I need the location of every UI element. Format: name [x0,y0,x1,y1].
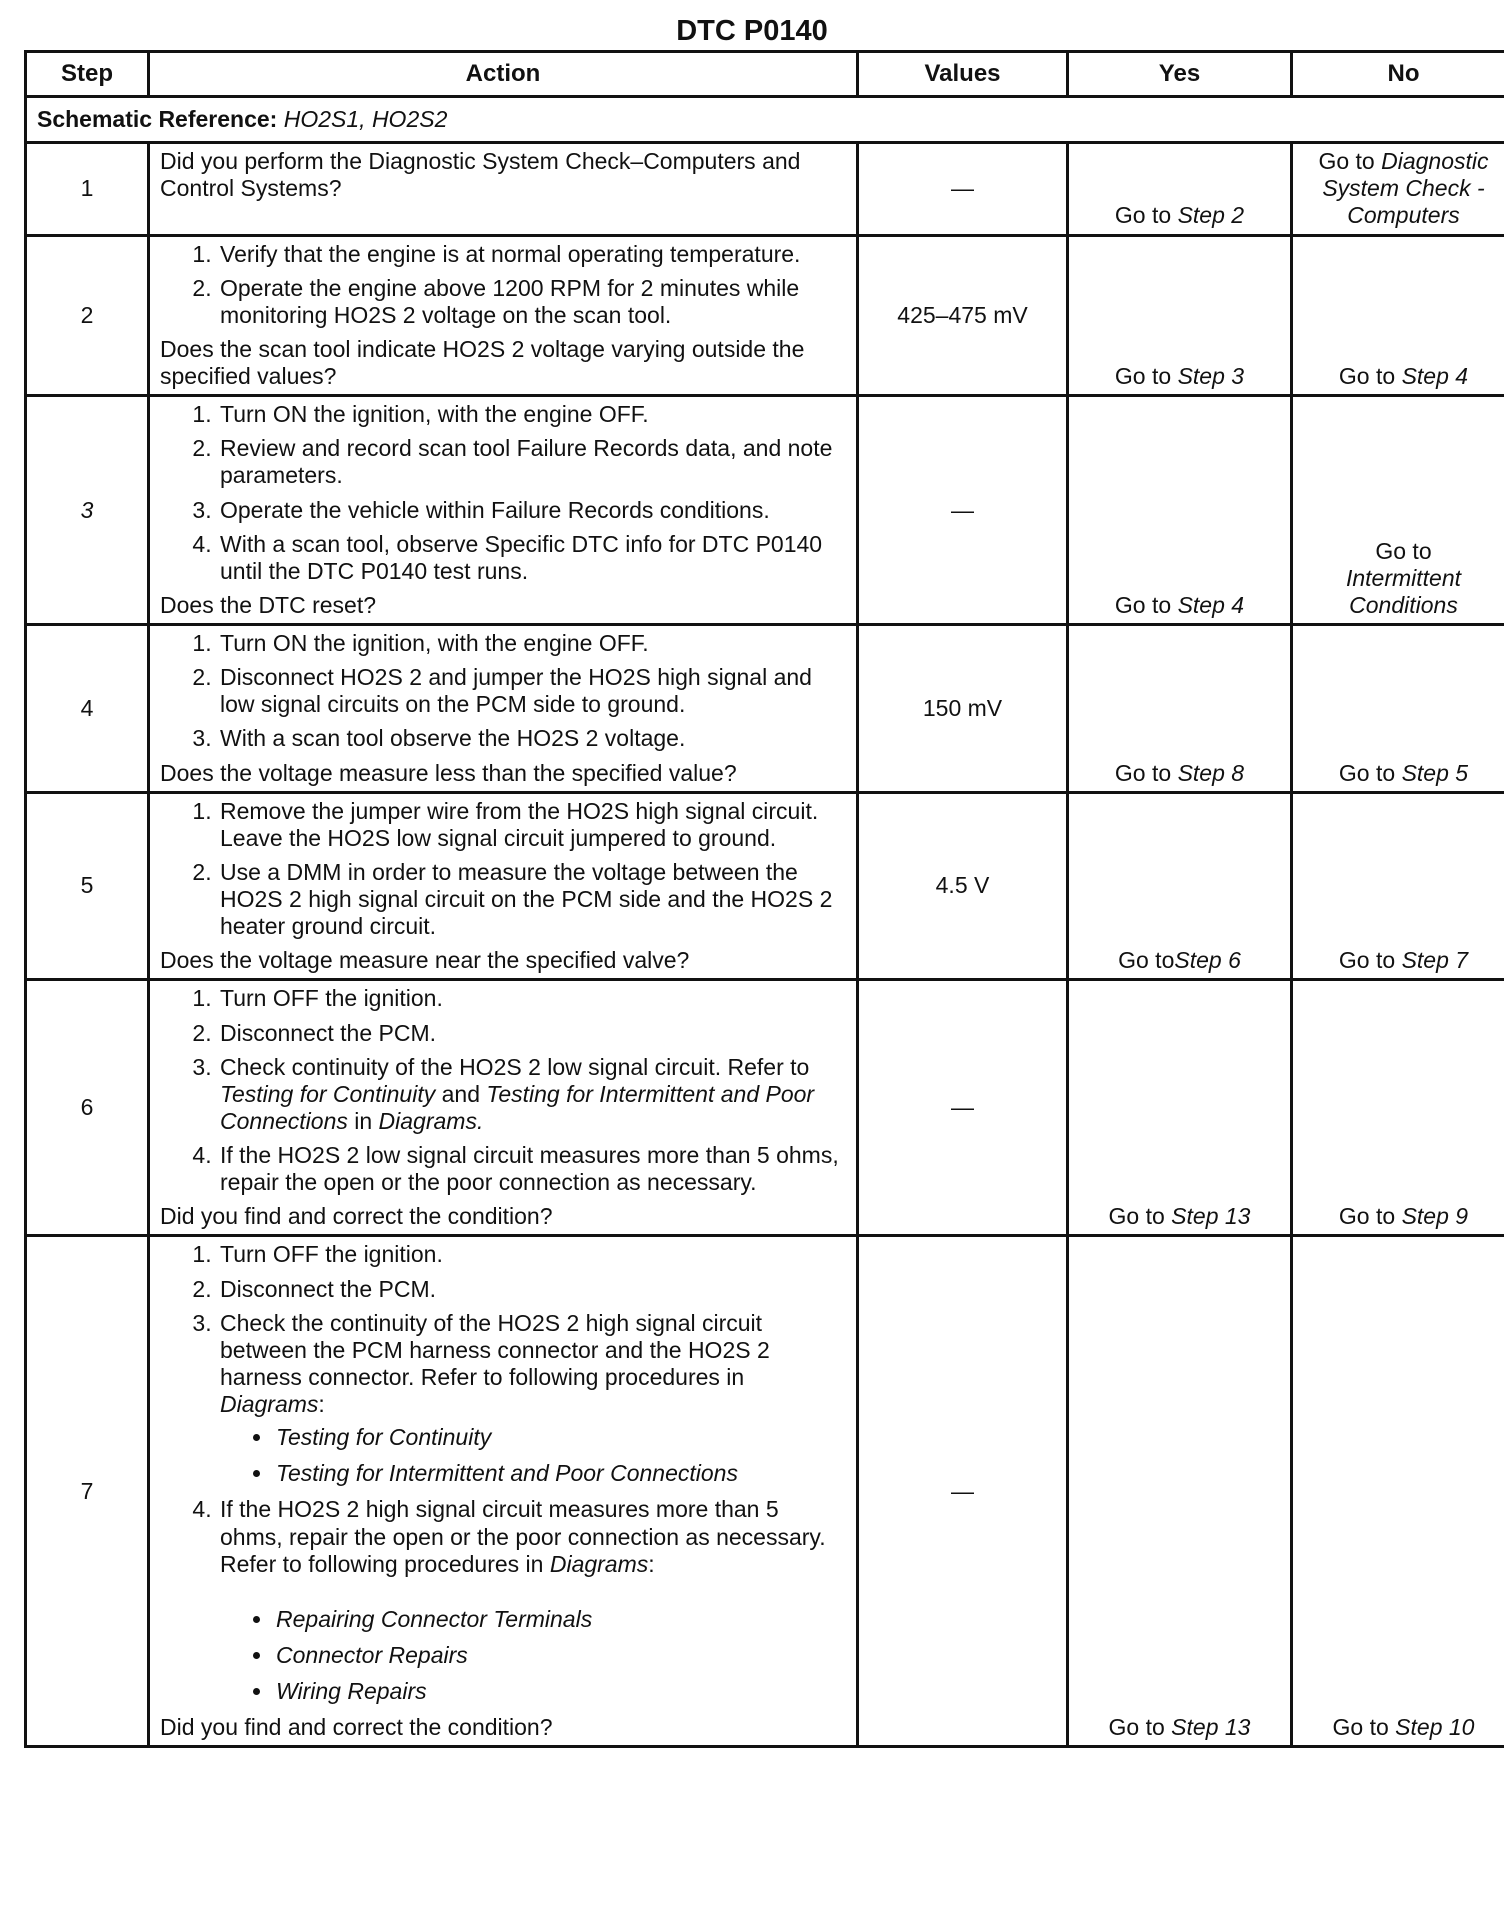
header-row [26,52,1504,97]
step-question: Did you perform the Diagnostic System Check–Computers and Control Systems? [160,148,846,202]
header-yes: Yes [1068,52,1292,97]
step-question: Does the voltage measure less than the specified value? [160,760,846,787]
header-action: Action [149,52,858,97]
step-value: — [858,396,1068,625]
header-step: Step [26,52,149,97]
list-item: 1. Turn ON the ignition, with the engine OFF. [218,401,846,428]
schematic-value: HO2S1, HO2S2 [284,106,448,132]
step-value: — [858,143,1068,235]
no-outcome: Go to Diagnostic System Check - Computers [1292,143,1504,235]
list-item: 2. Review and record scan tool Failure Records data, and note parameters. [218,435,846,489]
yes-outcome: Go to Step 3 [1068,235,1292,396]
list-item: 3. Check the continuity of the HO2S 2 high signal circuit between the PCM harness connector and the HO2S 2 harness connector. Refer to following procedures in Diagrams: • Testing for Continuity • Testing for Intermittent and Poor Connections [218,1310,846,1488]
table-row [26,792,1504,980]
action-list [160,985,846,1196]
page-title: DTC P0140 [0,12,1504,50]
yes-outcome: Go toStep 6 [1068,792,1292,980]
step-action [149,235,858,396]
action-list [160,241,846,329]
schematic-reference [26,97,1504,143]
list-item: 2. Disconnect the PCM. [218,1276,846,1303]
no-outcome: Go to Step 4 [1292,235,1504,396]
step-value: 150 mV [858,625,1068,793]
no-outcome: Go to Step 10 [1292,1236,1504,1747]
yes-outcome: Go to Step 2 [1068,143,1292,235]
schematic-label: Schematic Reference: [37,106,277,132]
step-number: 3 [26,396,149,625]
step-question: Does the scan tool indicate HO2S 2 voltage varying outside the specified values? [160,336,846,390]
step-question: Does the voltage measure near the specified valve? [160,947,846,974]
bullet-item: • Connector Repairs [274,1642,846,1669]
list-item: 3. Operate the vehicle within Failure Records conditions. [218,497,846,524]
step-value: — [858,980,1068,1236]
step-action [149,625,858,793]
list-item: 1. Turn OFF the ignition. [218,985,846,1012]
table-row [26,396,1504,625]
step-number: 5 [26,792,149,980]
schematic-row [26,97,1504,143]
header-values: Values [858,52,1068,97]
no-outcome: Go to Step 7 [1292,792,1504,980]
table-row [26,980,1504,1236]
step-question: Does the DTC reset? [160,592,846,619]
step-action [149,143,858,235]
list-item: 4. With a scan tool, observe Specific DTC info for DTC P0140 until the DTC P0140 test runs. [218,531,846,585]
step-number: 6 [26,980,149,1236]
bullet-list [220,1606,846,1705]
table-row [26,143,1504,235]
action-list [160,630,846,753]
action-list [160,1241,846,1705]
no-outcome: Go to Intermittent Conditions [1292,396,1504,625]
step-number: 4 [26,625,149,793]
list-item: 2. Use a DMM in order to measure the voltage between the HO2S 2 high signal circuit on the PCM side and the HO2S 2 heater ground circuit. [218,859,846,940]
list-item: 3. With a scan tool observe the HO2S 2 voltage. [218,725,846,752]
table-row [26,625,1504,793]
action-list [160,798,846,941]
list-item: 4. If the HO2S 2 high signal circuit measures more than 5 ohms, repair the open or the poor connection as necessary. Refer to following procedures in Diagrams: • Repairing Connector Terminals • Connector Repairs • Wiring Repairs [218,1496,846,1705]
table-row [26,1236,1504,1747]
list-item: 4. If the HO2S 2 low signal circuit measures more than 5 ohms, repair the open or the poor connection as necessary. [218,1142,846,1196]
bullet-list [220,1424,846,1487]
bullet-item: • Testing for Intermittent and Poor Connections [274,1460,846,1487]
step-value: — [858,1236,1068,1747]
header-no: No [1292,52,1504,97]
no-outcome: Go to Step 9 [1292,980,1504,1236]
yes-outcome: Go to Step 4 [1068,396,1292,625]
yes-outcome: Go to Step 13 [1068,1236,1292,1747]
step-number: 1 [26,143,149,235]
bullet-item: • Repairing Connector Terminals [274,1606,846,1633]
no-outcome: Go to Step 5 [1292,625,1504,793]
step-number: 2 [26,235,149,396]
table-row [26,235,1504,396]
list-item: 1. Verify that the engine is at normal operating temperature. [218,241,846,268]
list-item: 3. Check continuity of the HO2S 2 low signal circuit. Refer to Testing for Continuity and Testing for Intermittent and Poor Connections in Diagrams. [218,1054,846,1135]
step-number: 7 [26,1236,149,1747]
action-list [160,401,846,585]
step-action [149,792,858,980]
list-item: 1. Turn OFF the ignition. [218,1241,846,1268]
list-item: 1. Turn ON the ignition, with the engine OFF. [218,630,846,657]
step-action [149,980,858,1236]
list-item: 1. Remove the jumper wire from the HO2S high signal circuit. Leave the HO2S low signal circuit jumpered to ground. [218,798,846,852]
step-action [149,1236,858,1747]
diagnostic-table [24,50,1504,1748]
yes-outcome: Go to Step 13 [1068,980,1292,1236]
list-item: 2. Disconnect the PCM. [218,1020,846,1047]
yes-outcome: Go to Step 8 [1068,625,1292,793]
step-question: Did you find and correct the condition? [160,1203,846,1230]
step-value: 425–475 mV [858,235,1068,396]
bullet-item: • Testing for Continuity [274,1424,846,1451]
list-item: 2. Disconnect HO2S 2 and jumper the HO2S high signal and low signal circuits on the PCM side to ground. [218,664,846,718]
list-item: 2. Operate the engine above 1200 RPM for 2 minutes while monitoring HO2S 2 voltage on the scan tool. [218,275,846,329]
bullet-item: • Wiring Repairs [274,1678,846,1705]
step-value: 4.5 V [858,792,1068,980]
step-question: Did you find and correct the condition? [160,1714,846,1741]
step-action [149,396,858,625]
